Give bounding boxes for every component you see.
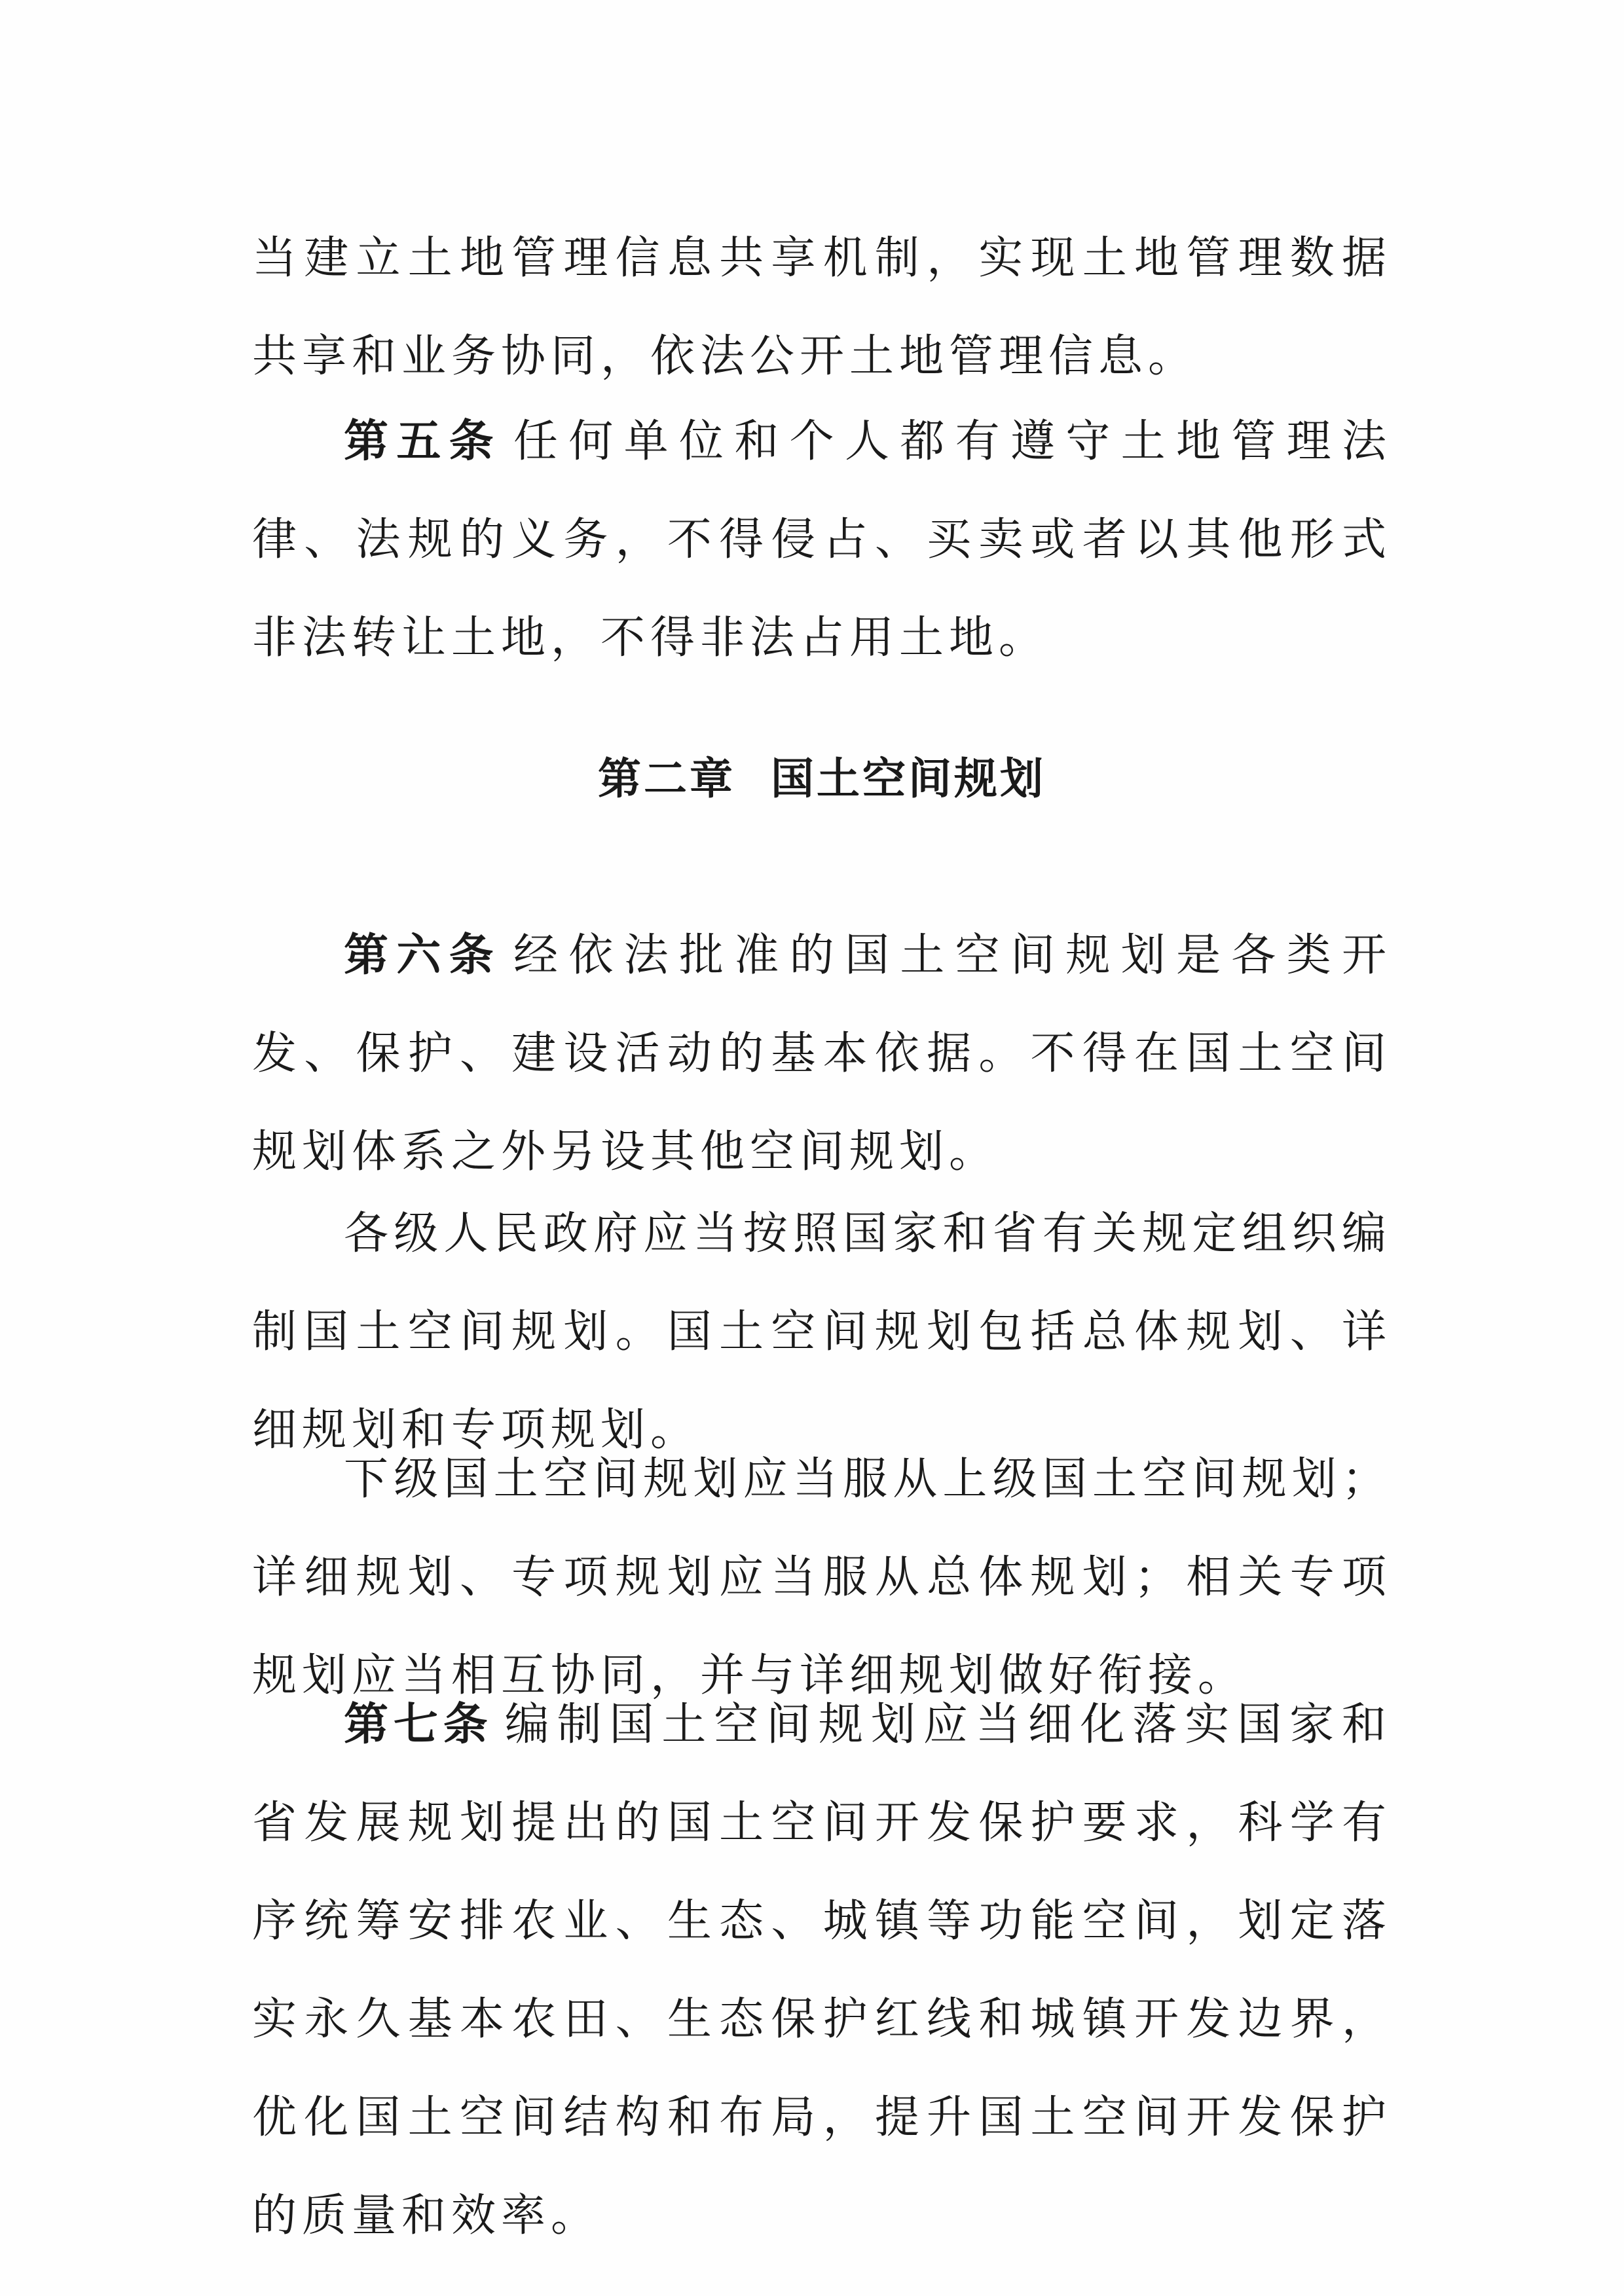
article-text: 任何单位和个人都有遵守土地管理法律、法规的义务，不得侵占、买卖或者以其他形式非法转让土地，不得非法占用土地。: [252, 416, 1392, 664]
paragraph-text: 当建立土地管理信息共享机制，实现土地管理数据共享和业务协同，依法公开土地管理信息。: [252, 232, 1392, 382]
article-label: 第五条: [344, 416, 502, 467]
article-7: [252, 1676, 1392, 2265]
article-paragraph: [252, 1676, 1392, 2265]
article-paragraph: [252, 907, 1392, 1201]
article-text: 经依法批准的国土空间规划是各类开发、保护、建设活动的基本依据。不得在国土空间规划体系之外另设其他空间规划。: [252, 930, 1392, 1178]
article-label: 第七条: [344, 1699, 493, 1751]
article-5: [252, 393, 1392, 687]
paragraph-text: 下级国土空间规划应当服从上级国土空间规划；详细规划、专项规划应当服从总体规划；相关专项规划应当相互协同，并与详细规划做好衔接。: [252, 1453, 1392, 1702]
article-6: [252, 907, 1392, 1201]
paragraph-continued: [252, 210, 1392, 406]
chapter-heading: 第二章 国土空间规划: [598, 754, 1046, 804]
article-paragraph: [252, 393, 1392, 687]
article-text: 编制国土空间规划应当细化落实国家和省发展规划提出的国土空间开发保护要求，科学有序统筹安排农业、生态、城镇等功能空间，划定落实永久基本农田、生态保护红线和城镇开发边界，优化国土空间结构和布局，提升国土空间开发保护的质量和效率。: [252, 1699, 1392, 2242]
article-label: 第六条: [344, 930, 502, 981]
paragraph-text: 各级人民政府应当按照国家和省有关规定组织编制国土空间规划。国土空间规划包括总体规划、详细规划和专项规划。: [252, 1208, 1392, 1456]
